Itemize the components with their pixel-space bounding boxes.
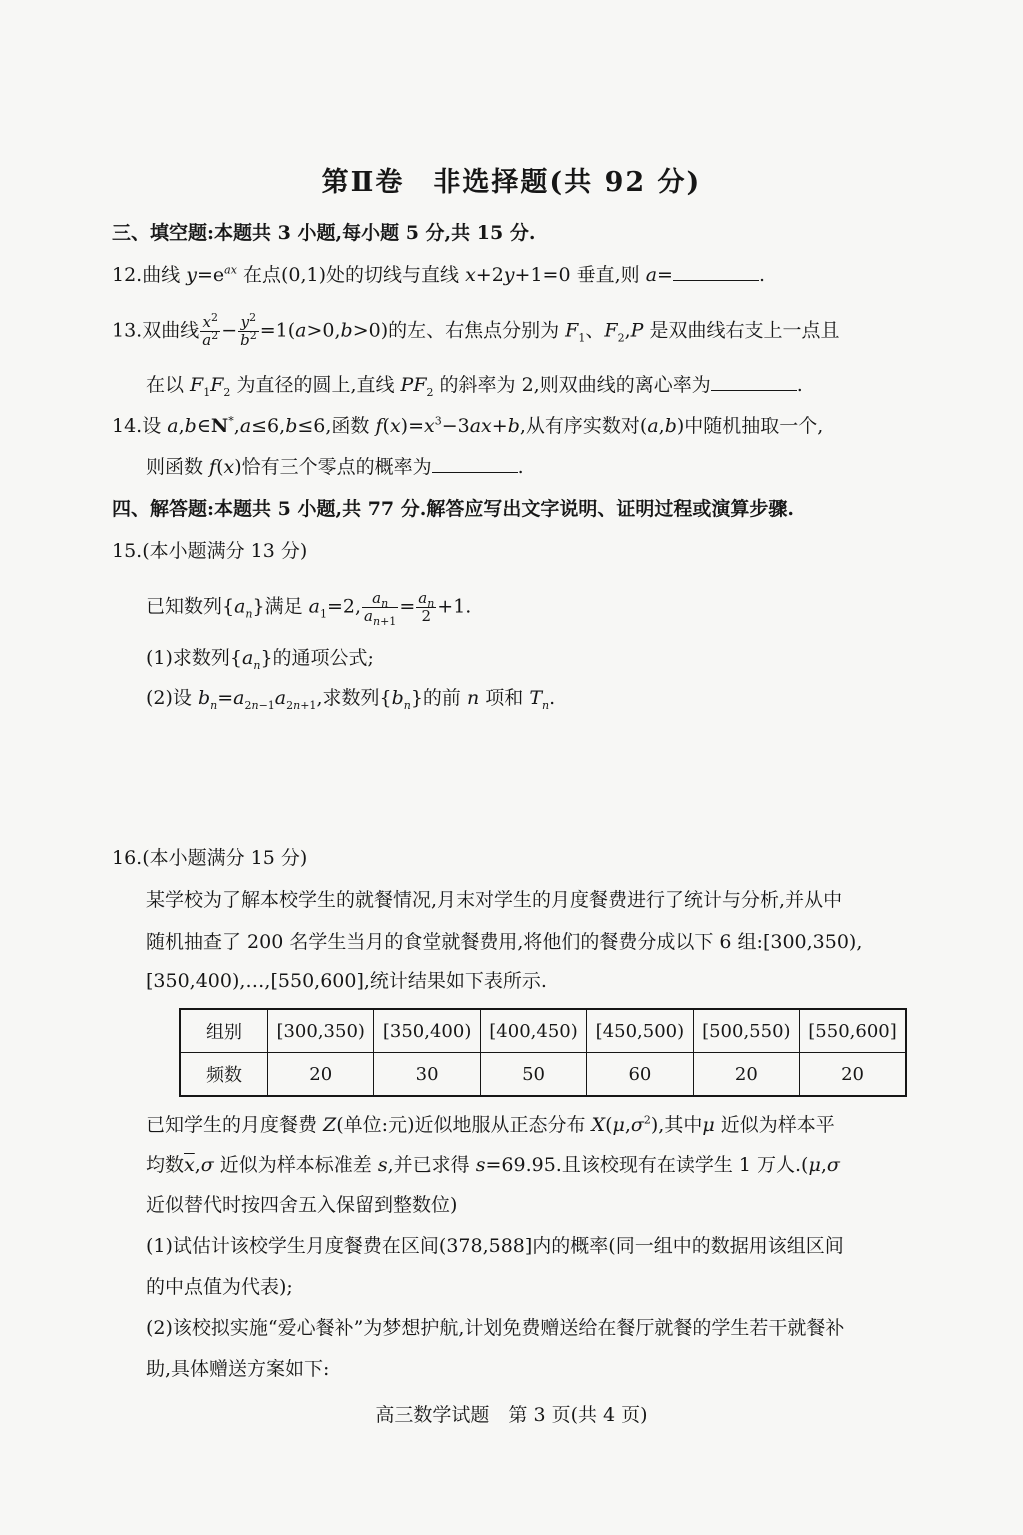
frequency-table [179, 1008, 907, 1097]
question-15-part2: (2)设 $b_n=a_{2n-1}a_{2n+1}$,求数列$\{b_n\}$的前 n 项和 $T_n$. [146, 687, 556, 712]
question-15-intro: 已知数列$\{a_n\}$满足 $a_1=2$, $\frac{a_n}{a_{n+1}}$ = $\frac{a_n}{2}$ +1. [146, 589, 472, 628]
question-16-line2: 随机抽查了 200 名学生当月的食堂就餐费用,将他们的餐费分成以下 6 组:[300,350), [146, 931, 863, 953]
table-cell: [500,550) [693, 1009, 799, 1053]
question-16-context-3: 近似替代时按四舍五入保留到整数位) [146, 1194, 458, 1216]
question-15-header: 15.(本小题满分 13 分) [112, 540, 308, 562]
table-cell: [350,400) [374, 1009, 480, 1053]
table-cell: [550,600] [800, 1009, 906, 1053]
question-16-line3: [350,400),…,[550,600],统计结果如下表所示. [146, 970, 547, 992]
table-cell: 50 [480, 1053, 586, 1097]
table-cell: 60 [587, 1053, 693, 1097]
section-title: 第Ⅱ卷 非选择题(共 92 分) [321, 167, 702, 198]
page-footer: 高三数学试题 第 3 页(共 4 页) [375, 1404, 648, 1426]
part4-heading: 四、解答题:本题共 5 小题,共 77 分.解答应写出文字说明、证明过程或演算步骤. [112, 498, 794, 520]
question-16-part2-line1: (2)该校拟实施“爱心餐补”为梦想护航,计划免费赠送给在餐厅就餐的学生若干就餐补 [146, 1317, 845, 1339]
answer-blank [711, 372, 797, 391]
table-cell: 20 [693, 1053, 799, 1097]
question-13-line2: 在以 $F_1F_2$ 为直径的圆上,直线 $PF_2$ 的斜率为 2,则双曲线的离心率为 . [146, 374, 803, 399]
table-header-cell: 频数 [180, 1053, 268, 1097]
table-row [180, 1009, 906, 1053]
question-14: 14.设 a,b∈N*,a≤6,b≤6,函数 $f(x)=x^3-3ax+b$,从有序实数对(a,b)中随机抽取一个, [112, 414, 824, 437]
table-row [180, 1053, 906, 1097]
part3-heading: 三、填空题:本题共 3 小题,每小题 5 分,共 15 分. [112, 222, 536, 244]
question-16-line1: 某学校为了解本校学生的就餐情况,月末对学生的月度餐费进行了统计与分析,并从中 [146, 889, 843, 911]
answer-blank [432, 454, 518, 473]
question-12: 12.曲线 $y=e^{ax}$ 在点(0,1)处的切线与直线 x+2y+1=0 垂直,则 a= . [112, 263, 765, 286]
table-cell: 30 [374, 1053, 480, 1097]
table-header-cell: 组别 [180, 1009, 268, 1053]
table-cell: 20 [268, 1053, 374, 1097]
table-cell: [400,450) [480, 1009, 586, 1053]
question-16-part2-line2: 助,具体赠送方案如下: [146, 1358, 330, 1380]
table-cell: 20 [800, 1053, 906, 1097]
question-14-line2: 则函数 f(x)恰有三个零点的概率为 . [146, 456, 524, 478]
table-cell: [450,500) [587, 1009, 693, 1053]
question-16-context-1: 已知学生的月度餐费 Z(单位:元)近似地服从正态分布 $X(\mu,\sigma^2)$,其中μ 近似为样本平 [146, 1113, 835, 1136]
answer-blank [673, 262, 759, 281]
question-16-part1-line2: 的中点值为代表); [146, 1276, 293, 1298]
question-15-part1: (1)求数列$\{a_n\}$的通项公式; [146, 647, 374, 672]
question-16-part1-line1: (1)试估计该校学生月度餐费在区间(378,588]内的概率(同一组中的数据用该组区间 [146, 1235, 844, 1257]
table-cell: [300,350) [268, 1009, 374, 1053]
question-13: 13.双曲线 $\frac{x^2}{a^2}$ − $\frac{y^2}{b^2}$ =1(a>0,b>0)的左、右焦点分别为 $F_1$、$F_2,P$ 是双曲线右支上一点且 [112, 311, 840, 349]
question-16-context-2: 均数$\overline{x},\sigma$ 近似为样本标准差 s,并已求得 s=69.95.且该校现有在读学生 1 万人.(μ,σ [146, 1154, 840, 1176]
question-16-header: 16.(本小题满分 15 分) [112, 847, 308, 869]
